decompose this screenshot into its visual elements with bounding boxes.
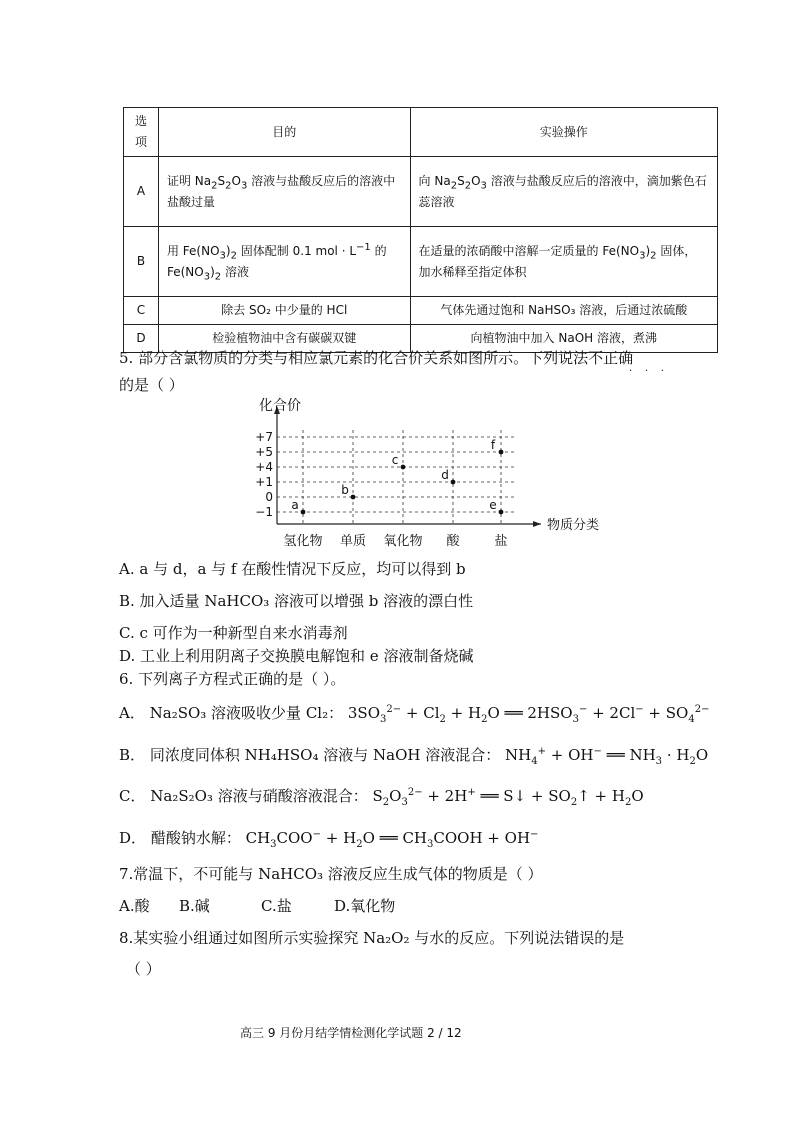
data-point-d [451, 480, 456, 485]
page-footer: 高三 9 月份月结学情检测化学试题 2 / 12 [240, 1026, 462, 1040]
data-point-a [301, 510, 306, 515]
row-option: D [124, 325, 159, 353]
q5-option-b: B. 加入适量 NaHCO₃ 溶液可以增强 b 溶液的漂白性 [119, 592, 474, 610]
q6-option-d: D． 醋酸钠水解： $CH_3COO^- + H_2O$ ══ $CH_3COOH + OH^-$ [119, 829, 539, 850]
q7-option-c: C.盐 [261, 897, 292, 915]
table-header-option: 选项 [124, 108, 159, 157]
y-tick-label: +4 [255, 460, 273, 474]
y-tick-label: +1 [255, 475, 273, 489]
x-tick-label: 单质 [339, 534, 367, 549]
q5-stem-cont: 的是（ ） [119, 376, 184, 394]
q6-stem: 6. 下列离子方程式正确的是（ ）。 [119, 670, 346, 688]
y-axis-label: 化合价 [259, 398, 301, 414]
point-label-c: c [391, 453, 399, 467]
point-label-b: b [341, 483, 349, 497]
q5-emphasis: 不正确 [588, 349, 634, 367]
row-purpose: 用 $Fe(NO_3)_2$ 固体配制 0.1 mol · $L^{-1}$ 的 $Fe(NO_3)_2$ 溶液 [158, 227, 410, 297]
row-purpose: 检验植物油中含有碳碳双键 [158, 325, 410, 353]
point-label-a: a [291, 498, 299, 512]
q5-option-d: D. 工业上利用阴离子交换膜电解饱和 e 溶液制备烧碱 [119, 647, 474, 665]
x-axis-label: 物质分类 [547, 518, 600, 533]
data-point-b [351, 495, 356, 500]
q5-option-c: C. c 可作为一种新型自来水消毒剂 [119, 624, 348, 642]
row-operation: 气体先通过饱和 NaHSO₃ 溶液，后通过浓硫酸 [410, 297, 717, 325]
data-point-f [499, 450, 504, 455]
q7-option-b: B.碱 [179, 897, 210, 915]
q5-stem: 5. 部分含氯物质的分类与相应氯元素的化合价关系如图所示。下列说法不正确 [119, 349, 634, 367]
q7-option-a: A.酸 [119, 897, 150, 915]
experiment-table [123, 107, 718, 353]
row-option: C [124, 297, 159, 325]
valence-chart [245, 390, 625, 555]
x-tick-label: 氢化物 [283, 534, 323, 549]
table-header-row [124, 108, 718, 157]
q7-stem: 7.常温下，不可能与 NaHCO₃ 溶液反应生成气体的物质是（ ） [119, 865, 543, 883]
x-tick-label: 盐 [494, 534, 508, 549]
q6-option-c: C． Na₂S₂O₃ 溶液与硝酸溶液混合： $S_2O_3^{2-} + 2H^+$ ══ S↓ + $SO_2↑ + H_2O$ [119, 787, 644, 808]
y-tick-label: +7 [255, 430, 273, 444]
x-tick-label: 酸 [446, 534, 460, 549]
row-option: B [124, 227, 159, 297]
row-option: A [124, 157, 159, 227]
q8-blank: （ ） [126, 960, 161, 978]
table-row [124, 227, 718, 297]
table-header-operation: 实验操作 [410, 108, 717, 157]
x-axis-arrow [533, 521, 541, 527]
q6-option-b: B． 同浓度同体积 NH₄HSO₄ 溶液与 NaOH 溶液混合： $NH_4^+ + OH^-$ ══ $NH_3 \cdot H_2O$ [119, 746, 709, 767]
q7-option-d: D.氧化物 [334, 897, 396, 915]
q8-stem: 8.某实验小组通过如图所示实验探究 Na₂O₂ 与水的反应。下列说法错误的是 [119, 929, 625, 947]
table-row [124, 157, 718, 227]
emphasis-dots: · · · [629, 366, 664, 377]
row-operation: 向植物油中加入 NaOH 溶液，煮沸 [410, 325, 717, 353]
x-tick-label: 氧化物 [383, 534, 423, 549]
y-tick-label: −1 [255, 505, 273, 519]
point-label-e: e [489, 498, 497, 512]
y-tick-label: +5 [255, 445, 273, 459]
y-tick-label: 0 [265, 490, 273, 504]
row-operation: 在适量的浓硝酸中溶解一定质量的 $Fe(NO_3)_2$ 固体， 加水稀释至指定体积 [410, 227, 717, 297]
row-purpose: 证明 $Na_2S_2O_3$ 溶液与盐酸反应后的溶液中 盐酸过量 [158, 157, 410, 227]
table-row [124, 297, 718, 325]
row-purpose: 除去 SO₂ 中少量的 HCl [158, 297, 410, 325]
data-point-e [499, 510, 504, 515]
q5-option-a: A. a 与 d，a 与 f 在酸性情况下反应，均可以得到 b [119, 560, 466, 578]
row-operation: 向 $Na_2S_2O_3$ 溶液与盐酸反应后的溶液中，滴加紫色石 蕊溶液 [410, 157, 717, 227]
q6-option-a: A． Na₂SO₃ 溶液吸收少量 Cl₂： $3SO_3^{2-} + Cl_2 + H_2O$ ══ $2HSO_3^- + 2Cl^- + SO_4^{2-}$ [119, 704, 710, 725]
data-point-c [401, 465, 406, 470]
point-label-d: d [441, 468, 449, 482]
point-label-f: f [490, 438, 496, 452]
table-header-purpose: 目的 [158, 108, 410, 157]
